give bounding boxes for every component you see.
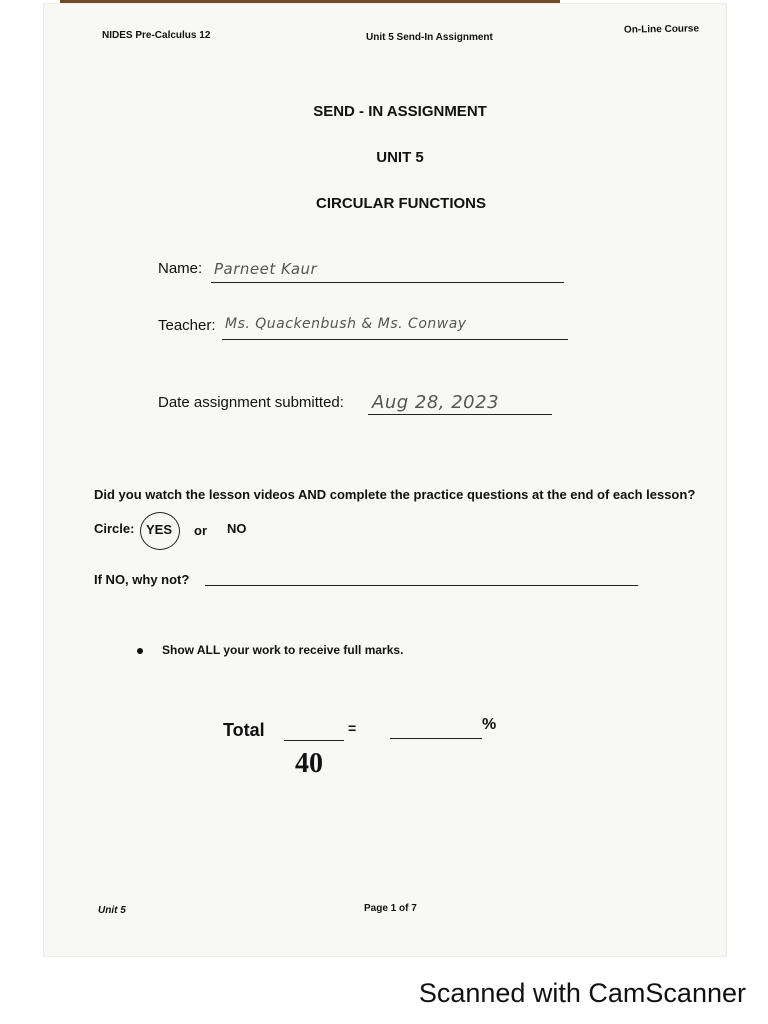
date-value: Aug 28, 2023	[372, 392, 500, 413]
topic-title: CIRCULAR FUNCTIONS	[316, 195, 486, 212]
page-title: SEND - IN ASSIGNMENT	[313, 103, 487, 120]
footer-unit: Unit 5	[98, 905, 126, 916]
bullet-dot	[137, 648, 143, 654]
ifno-label: If NO, why not?	[94, 572, 190, 587]
document-page	[44, 4, 726, 956]
course-name: NIDES Pre-Calculus 12	[102, 30, 211, 41]
scanner-watermark: Scanned with CamScanner	[418, 978, 746, 1008]
total-label: Total	[223, 720, 265, 740]
instruction-text: Show ALL your work to receive full marks.	[162, 643, 404, 657]
or-text: or	[194, 523, 207, 538]
percent-sign: %	[482, 716, 497, 733]
teacher-value: Ms. Quackenbush & Ms. Conway	[225, 316, 467, 332]
footer-page: Page 1 of 7	[364, 903, 417, 914]
name-value: Parneet Kaur	[214, 260, 318, 278]
unit-title: UNIT 5	[376, 149, 424, 166]
equals-sign: =	[348, 720, 357, 736]
score-field[interactable]	[284, 722, 344, 741]
date-label: Date assignment submitted:	[158, 394, 344, 411]
question-text: Did you watch the lesson videos AND complete the practice questions at the end of each lesson?	[94, 487, 696, 502]
no-option[interactable]: NO	[227, 521, 247, 536]
teacher-label: Teacher:	[158, 317, 216, 334]
course-type: On-Line Course	[623, 23, 700, 36]
percent-field[interactable]	[390, 720, 482, 739]
name-label: Name:	[158, 260, 203, 277]
assignment-name: Unit 5 Send-In Assignment	[366, 32, 493, 43]
yes-option[interactable]: YES	[146, 522, 173, 537]
ifno-field[interactable]	[205, 570, 638, 586]
total-out-of: 40	[295, 748, 323, 779]
circle-label: Circle:	[94, 521, 135, 536]
